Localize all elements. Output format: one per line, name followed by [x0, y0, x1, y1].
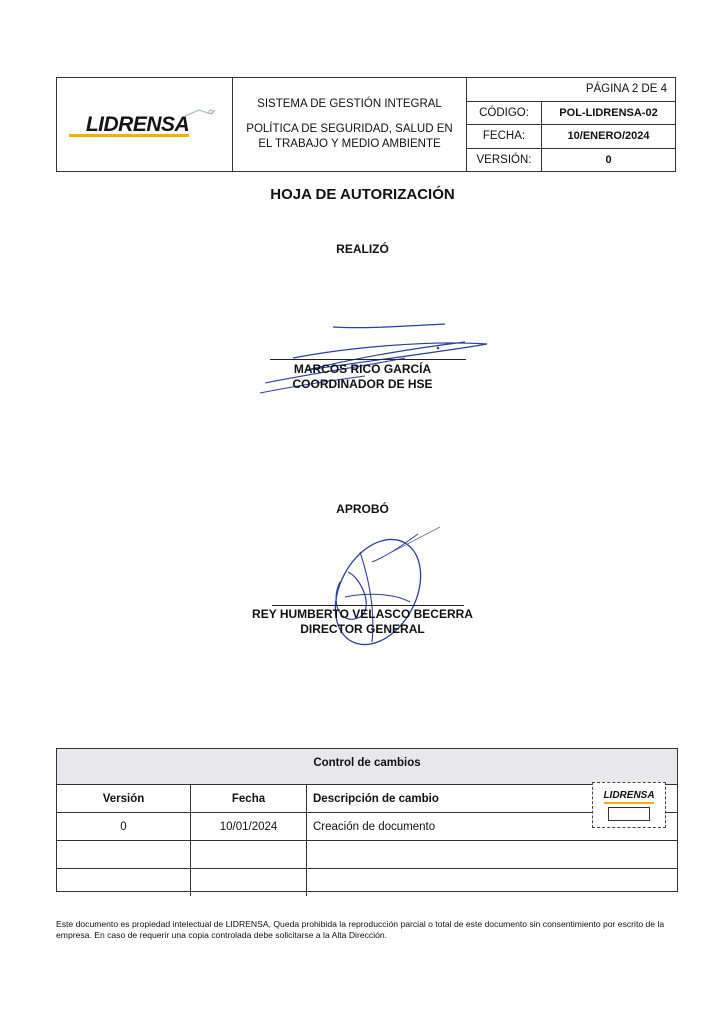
- cell-date: [191, 869, 307, 896]
- realizo-heading: REALIZÓ: [336, 242, 389, 256]
- table-row: [57, 813, 677, 841]
- document-stamp: [592, 782, 666, 828]
- aprobo-heading: APROBÓ: [336, 502, 389, 516]
- header-titles: [233, 78, 467, 171]
- realizo-role: COORDINADOR DE HSE: [292, 377, 433, 391]
- logo-text: LIDRENSA: [85, 112, 190, 136]
- table-row: [57, 841, 677, 869]
- aprobo-role: DIRECTOR GENERAL: [300, 622, 425, 636]
- page-number: PÁGINA 2 DE 4: [585, 83, 667, 96]
- stamp-logo-bar: [604, 802, 654, 804]
- cell-description: [307, 841, 677, 868]
- column-header-date: Fecha: [191, 785, 307, 812]
- cell-version: 0: [57, 813, 191, 840]
- policy-name: POLÍTICA DE SEGURIDAD, SALUD EN EL TRABAJO Y MEDIO AMBIENTE: [246, 123, 453, 150]
- realizo-name: MARCOS RICO GARCÍA: [293, 362, 432, 376]
- version-label: VERSIÓN:: [467, 149, 542, 172]
- date-value: 10/ENERO/2024: [567, 130, 650, 143]
- cell-version: [57, 841, 191, 868]
- stamp-logo-text: LIDRENSA: [603, 789, 655, 801]
- stamp-box: [608, 807, 650, 821]
- signature-line-aprobo: [272, 605, 464, 606]
- system-name: SISTEMA DE GESTIÓN INTEGRAL: [257, 98, 442, 110]
- page-title: HOJA DE AUTORIZACIÓN: [270, 186, 455, 203]
- table-row: [57, 869, 677, 896]
- change-control-title: Control de cambios: [57, 749, 677, 785]
- column-header-version: Versión: [57, 785, 191, 812]
- cell-version: [57, 869, 191, 896]
- date-label: FECHA:: [467, 125, 542, 148]
- code-value: POL-LIDRENSA-02: [559, 106, 658, 119]
- version-value: 0: [605, 153, 612, 166]
- aprobo-name: REY HUMBERTO VELASCO BECERRA: [252, 607, 473, 621]
- cell-description: Creación de documento: [313, 820, 436, 833]
- cell-description: [307, 869, 677, 896]
- table-header-row: [57, 785, 677, 813]
- header-meta: [467, 78, 675, 171]
- company-logo: [57, 78, 233, 171]
- change-control-table: [56, 748, 678, 892]
- column-header-description: Descripción de cambio: [313, 792, 439, 805]
- cell-date: [191, 841, 307, 868]
- cell-date: 10/01/2024: [191, 813, 307, 840]
- footer-notice: Este documento es propiedad intelectual de LIDRENSA, Queda prohibida la reproducción parcial o total de este documento sin consentimiento por escrito de la empresa. En caso de requerir una copia controlada debe solicitarse a la Alta Dirección.: [56, 919, 665, 940]
- code-label: CÓDIGO:: [467, 102, 542, 125]
- document-header: [56, 77, 676, 172]
- signature-line-realizo: [270, 359, 466, 360]
